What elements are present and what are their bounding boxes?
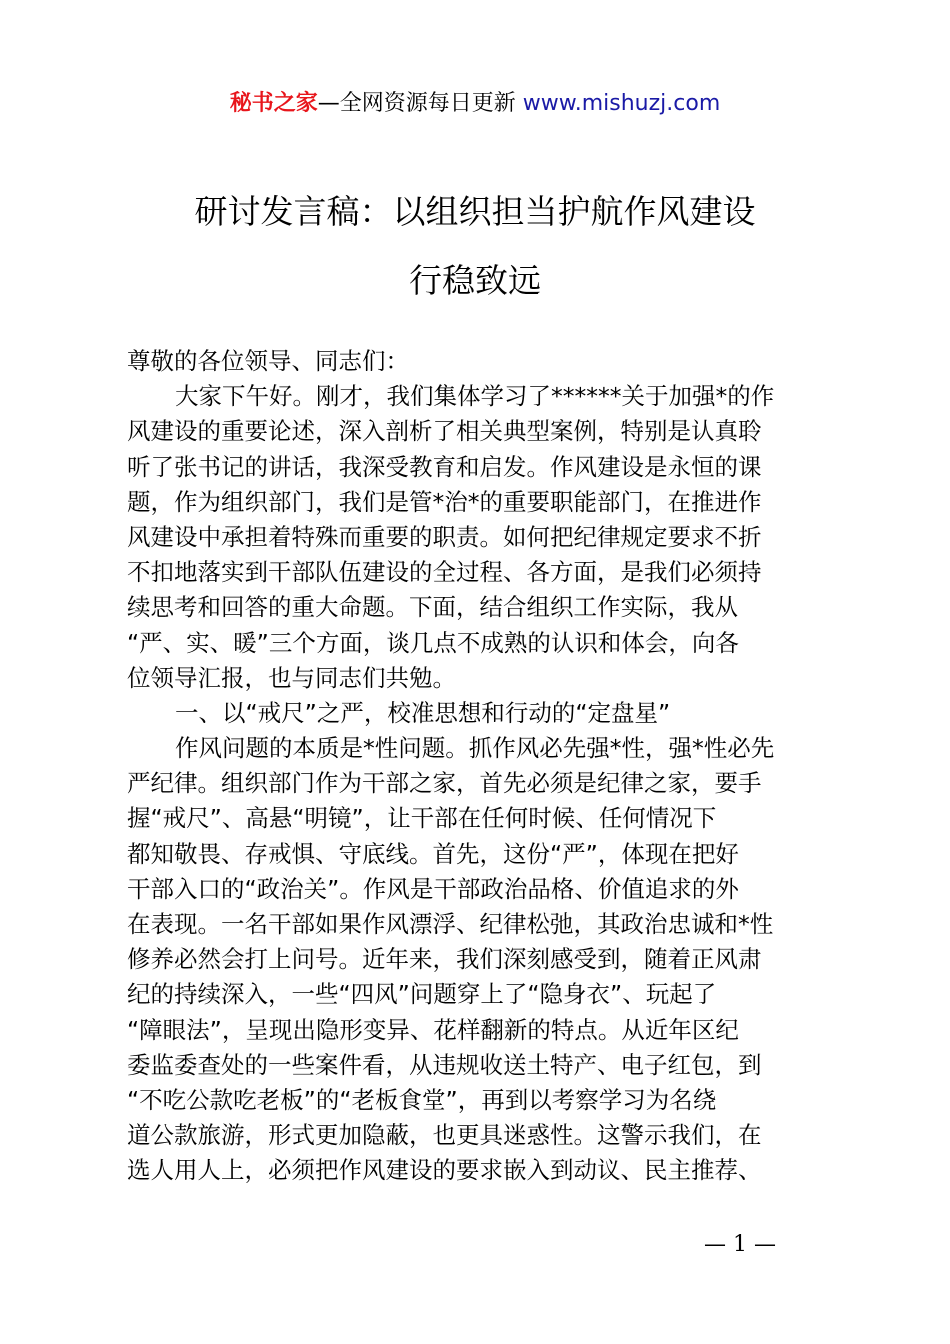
paragraph-line: “严、实、暖”三个方面，谈几点不成熟的认识和体会，向各 — [127, 628, 739, 657]
paragraph-line: 修养必然会打上问号。近年来，我们深刻感受到，随着正风肃 — [127, 945, 762, 974]
document-title-line-2: 行稳致远 — [409, 261, 541, 300]
paragraph-line: 题，作为组织部门，我们是管*治*的重要职能部门，在推进作 — [127, 487, 762, 516]
paragraph-line: “不吃公款吃老板”的“老板食堂”，再到以考察学习为名绕 — [127, 1085, 717, 1114]
banner-brand: 秘书之家 — [229, 91, 318, 116]
paragraph-line: 风建设中承担着特殊而重要的职责。如何把纪律规定要求不折 — [127, 522, 762, 551]
paragraph-line: 听了张书记的讲话，我深受教育和启发。作风建设是永恒的课 — [127, 452, 762, 481]
paragraph-line: 干部入口的“政治关”。作风是干部政治品格、价值追求的外 — [127, 874, 739, 903]
banner-tagline: —全网资源每日更新 — [317, 91, 523, 116]
paragraph-line: 握“戒尺”、高悬“明镜”，让干部在任何时候、任何情况下 — [127, 804, 717, 833]
paragraph-line: 大家下午好。刚才，我们集体学习了******关于加强*的作 — [175, 382, 775, 411]
paragraph-line: 作风问题的本质是*性问题。抓作风必先强*性，强*性必先 — [175, 734, 775, 763]
paragraph-line: 纪的持续深入，一些“四风”问题穿上了“隐身衣”、玩起了 — [127, 980, 717, 1009]
paragraph-line: 选人用人上，必须把作风建设的要求嵌入到动议、民主推荐、 — [127, 1156, 762, 1185]
banner-url-link[interactable]: www.mishuzj.com — [522, 91, 721, 116]
paragraph-line: 道公款旅游，形式更加隐蔽，也更具迷惑性。这警示我们，在 — [127, 1121, 762, 1150]
paragraph-line: “障眼法”，呈现出隐形变异、花样翻新的特点。从近年区纪 — [127, 1015, 739, 1044]
paragraph-line: 都知敬畏、存戒惧、守底线。首先，这份“严”，体现在把好 — [127, 839, 739, 868]
paragraph-line: 委监委查处的一些案件看，从违规收送土特产、电子红包，到 — [127, 1050, 762, 1079]
salutation: 尊敬的各位领导、同志们： — [127, 347, 409, 375]
document-title-line-1: 研讨发言稿：以组织担当护航作风建设 — [194, 192, 756, 231]
paragraph-line: 不扣地落实到干部队伍建设的全过程、各方面，是我们必须持 — [127, 558, 762, 587]
paragraph-line: 严纪律。组织部门作为干部之家，首先必须是纪律之家，要手 — [127, 769, 762, 798]
page-number: — 1 — — [704, 1232, 776, 1257]
site-banner — [0, 88, 950, 120]
paragraph-line: 位领导汇报，也与同志们共勉。 — [127, 663, 456, 692]
paragraph-line: 在表现。一名干部如果作风漂浮、纪律松弛，其政治忠诚和*性 — [127, 910, 774, 938]
paragraph-line: 续思考和回答的重大命题。下面，结合组织工作实际，我从 — [127, 593, 738, 622]
paragraph-line: 风建设的重要论述，深入剖析了相关典型案例，特别是认真聆 — [127, 417, 762, 446]
section-heading: 一、以“戒尺”之严，校准思想和行动的“定盘星” — [175, 698, 671, 727]
document-body — [127, 344, 837, 1189]
